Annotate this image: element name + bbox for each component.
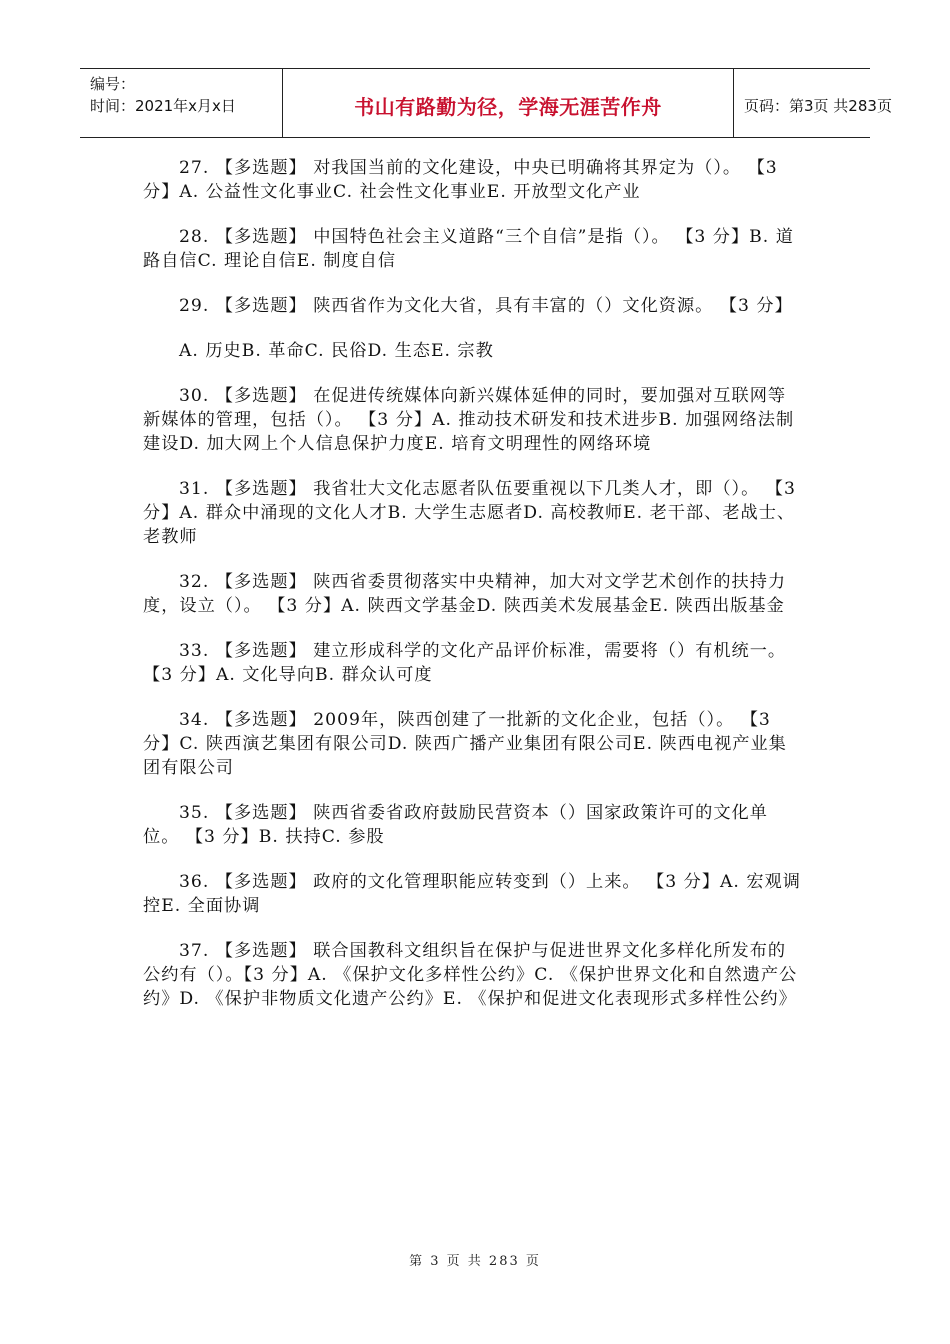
question-29: 29. 【多选题】 陕西省作为文化大省，具有丰富的（）文化资源。 【3 分】 <box>179 296 793 316</box>
header-meta <box>80 69 282 137</box>
header-page-info: 页码：第3页 共283页 <box>744 96 892 115</box>
header-motto: 书山有路勤为径，学海无涯苦作舟 <box>282 69 734 137</box>
question-list <box>143 156 803 1032</box>
question-36: 36. 【多选题】 政府的文化管理职能应转变到（）上来。 【3 分】A. 宏观调控E. 全面协调 <box>143 872 801 916</box>
question-28: 28. 【多选题】 中国特色社会主义道路“三个自信”是指（）。 【3 分】B. 道路自信C. 理论自信E. 制度自信 <box>143 227 794 271</box>
question-32: 32. 【多选题】 陕西省委贯彻落实中央精神，加大对文学艺术创作的扶持力度，设立（）。 【3 分】A. 陕西文学基金D. 陕西美术发展基金E. 陕西出版基金 <box>143 572 787 616</box>
question-34: 34. 【多选题】 2009年，陕西创建了一批新的文化企业，包括（）。 【3 分】C. 陕西演艺集团有限公司D. 陕西广播产业集团有限公司E. 陕西电视产业集团有限公司 <box>143 710 787 778</box>
page-footer: 第 3 页 共 283 页 <box>409 1254 541 1269</box>
question-33: 33. 【多选题】 建立形成科学的文化产品评价标准，需要将（）有机统一。 【3 分】A. 文化导向B. 群众认可度 <box>143 641 787 685</box>
question-37: 37. 【多选题】 联合国教科文组织旨在保护与促进世界文化多样化所发布的公约有（）。【3 分】A. 《保护文化多样性公约》C. 《保护世界文化和自然遗产公约》D. 《保护非物质文化遗产公约》E. 《保护和促进文化表现形式多样性公约》 <box>143 941 798 1009</box>
document-number-label: 编号： <box>90 75 136 93</box>
question-27: 27. 【多选题】 对我国当前的文化建设，中央已明确将其界定为（）。 【3 分】A. 公益性文化事业C. 社会性文化事业E. 开放型文化产业 <box>143 158 778 202</box>
page-header <box>80 68 892 138</box>
question-31: 31. 【多选题】 我省壮大文化志愿者队伍要重视以下几类人才，即（）。 【3 分】A. 群众中涌现的文化人才B. 大学生志愿者D. 高校教师E. 老干部、老战士、老教师 <box>143 479 796 547</box>
question-35: 35. 【多选题】 陕西省委省政府鼓励民营资本（）国家政策许可的文化单位。 【3 分】B. 扶持C. 参股 <box>143 803 768 847</box>
question-29-options: A. 历史B. 革命C. 民俗D. 生态E. 宗教 <box>179 341 494 361</box>
document-date: 时间：2021年x月x日 <box>90 97 236 115</box>
question-30: 30. 【多选题】 在促进传统媒体向新兴媒体延伸的同时，要加强对互联网等新媒体的管理，包括（）。 【3 分】A. 推动技术研发和技术进步B. 加强网络法制建设D. 加大网上个人信息保护力度E. 培育文明理性的网络环境 <box>143 386 795 454</box>
